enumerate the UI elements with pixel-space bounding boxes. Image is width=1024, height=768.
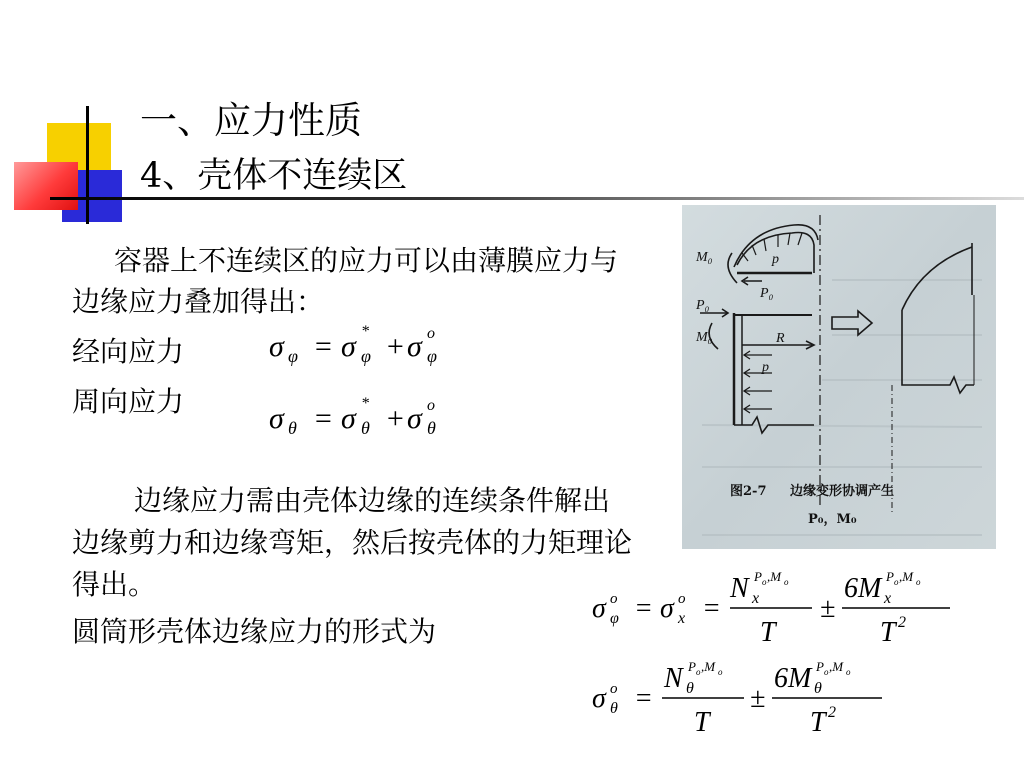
- paragraph-superposition: 容器上不连续区的应力可以由薄膜应力与边缘应力叠加得出：: [72, 244, 619, 318]
- label-P0-side: P₀: [696, 298, 710, 313]
- svg-text:T: T: [880, 617, 896, 648]
- equation-edge-hoop: [590, 655, 890, 740]
- svg-text:,M: ,M: [899, 569, 914, 584]
- svg-text:o: o: [762, 577, 767, 587]
- svg-text:σ: σ: [407, 402, 422, 435]
- svg-text:o: o: [894, 577, 899, 587]
- svg-text:,M: ,M: [829, 659, 844, 674]
- svg-text:θ: θ: [361, 418, 370, 438]
- svg-text:6: 6: [844, 573, 858, 604]
- svg-text:M: M: [788, 663, 812, 694]
- svg-text:+: +: [385, 402, 406, 435]
- label-M0-side: M₀: [696, 330, 713, 345]
- figure-caption-vars: P₀，M₀: [808, 512, 857, 527]
- svg-text:o: o: [784, 577, 789, 587]
- label-p-top: p: [772, 252, 779, 267]
- equation-meridional: [265, 318, 455, 368]
- paragraph-edge-stress: 边缘应力需由壳体边缘的连续条件解出边缘剪力和边缘弯矩，然后按壳体的力矩理论得出。: [72, 484, 633, 601]
- slide-subtitle: 4、壳体不连续区: [140, 156, 408, 196]
- figure-edge-deformation: [682, 205, 996, 549]
- label-M0-top: M₀: [696, 250, 713, 265]
- label-p-mid: p: [762, 360, 769, 375]
- svg-text:±: ±: [750, 683, 766, 714]
- svg-text:2: 2: [828, 704, 836, 721]
- svg-text:σ: σ: [592, 683, 606, 714]
- svg-text:=: =: [634, 593, 653, 624]
- svg-text:θ: θ: [610, 700, 618, 717]
- decor-vertical-line: [86, 106, 89, 224]
- svg-text:σ: σ: [341, 402, 356, 435]
- label-meridional-stress: 经向应力: [72, 335, 185, 368]
- svg-text:,M: ,M: [701, 659, 716, 674]
- svg-text:x: x: [884, 590, 892, 607]
- svg-text:P: P: [886, 569, 894, 584]
- svg-text:σ: σ: [660, 593, 674, 624]
- svg-text:N: N: [664, 663, 683, 694]
- paragraph-cylinder-form: 圆筒形壳体边缘应力的形式为: [72, 615, 437, 648]
- svg-text:=: =: [313, 402, 334, 435]
- svg-text:+: +: [385, 330, 406, 363]
- svg-text:φ: φ: [610, 610, 619, 627]
- svg-text:φ: φ: [361, 346, 371, 366]
- svg-text:=: =: [634, 683, 653, 714]
- svg-text:σ: σ: [269, 402, 284, 435]
- svg-text:o: o: [610, 591, 618, 607]
- svg-text:*: *: [361, 323, 369, 340]
- svg-text:φ: φ: [288, 346, 298, 366]
- equation-hoop: [265, 390, 455, 440]
- svg-text:σ: σ: [341, 330, 356, 363]
- svg-text:M: M: [858, 573, 882, 604]
- equation-edge-meridional: [590, 565, 960, 650]
- svg-text:=: =: [313, 330, 334, 363]
- svg-text:±: ±: [820, 593, 836, 624]
- svg-text:,M: ,M: [767, 569, 782, 584]
- svg-text:N: N: [730, 573, 749, 604]
- svg-text:σ: σ: [269, 330, 284, 363]
- svg-text:x: x: [678, 610, 686, 627]
- svg-text:θ: θ: [814, 680, 822, 697]
- svg-text:σ: σ: [592, 593, 606, 624]
- svg-text:2: 2: [898, 614, 906, 631]
- svg-text:θ: θ: [288, 418, 297, 438]
- svg-text:o: o: [846, 667, 851, 677]
- svg-text:o: o: [824, 667, 829, 677]
- figure-number: 图2-7: [730, 484, 767, 499]
- svg-text:φ: φ: [427, 346, 437, 366]
- svg-text:σ: σ: [407, 330, 422, 363]
- svg-text:o: o: [678, 591, 686, 607]
- figure-caption: 边缘变形协调产生: [790, 484, 895, 499]
- svg-text:x: x: [752, 590, 760, 607]
- svg-text:P: P: [816, 659, 824, 674]
- svg-text:=: =: [702, 593, 721, 624]
- decor-red-square: [14, 162, 78, 210]
- svg-text:T: T: [760, 617, 776, 648]
- svg-text:θ: θ: [686, 680, 694, 697]
- svg-text:T: T: [694, 707, 710, 738]
- svg-text:o: o: [610, 681, 618, 697]
- svg-text:o: o: [696, 667, 701, 677]
- svg-text:o: o: [916, 577, 921, 587]
- svg-text:P: P: [754, 569, 762, 584]
- label-R: R: [776, 331, 785, 346]
- svg-text:o: o: [427, 397, 435, 414]
- svg-text:o: o: [718, 667, 723, 677]
- svg-text:P: P: [688, 659, 696, 674]
- svg-text:*: *: [361, 395, 369, 412]
- svg-text:T: T: [810, 707, 826, 738]
- slide-title: 一、应力性质: [140, 99, 362, 142]
- svg-text:6: 6: [774, 663, 788, 694]
- label-hoop-stress: 周向应力: [72, 385, 185, 418]
- label-P0-top: P₀: [760, 286, 774, 301]
- svg-text:o: o: [427, 325, 435, 342]
- svg-text:θ: θ: [427, 418, 436, 438]
